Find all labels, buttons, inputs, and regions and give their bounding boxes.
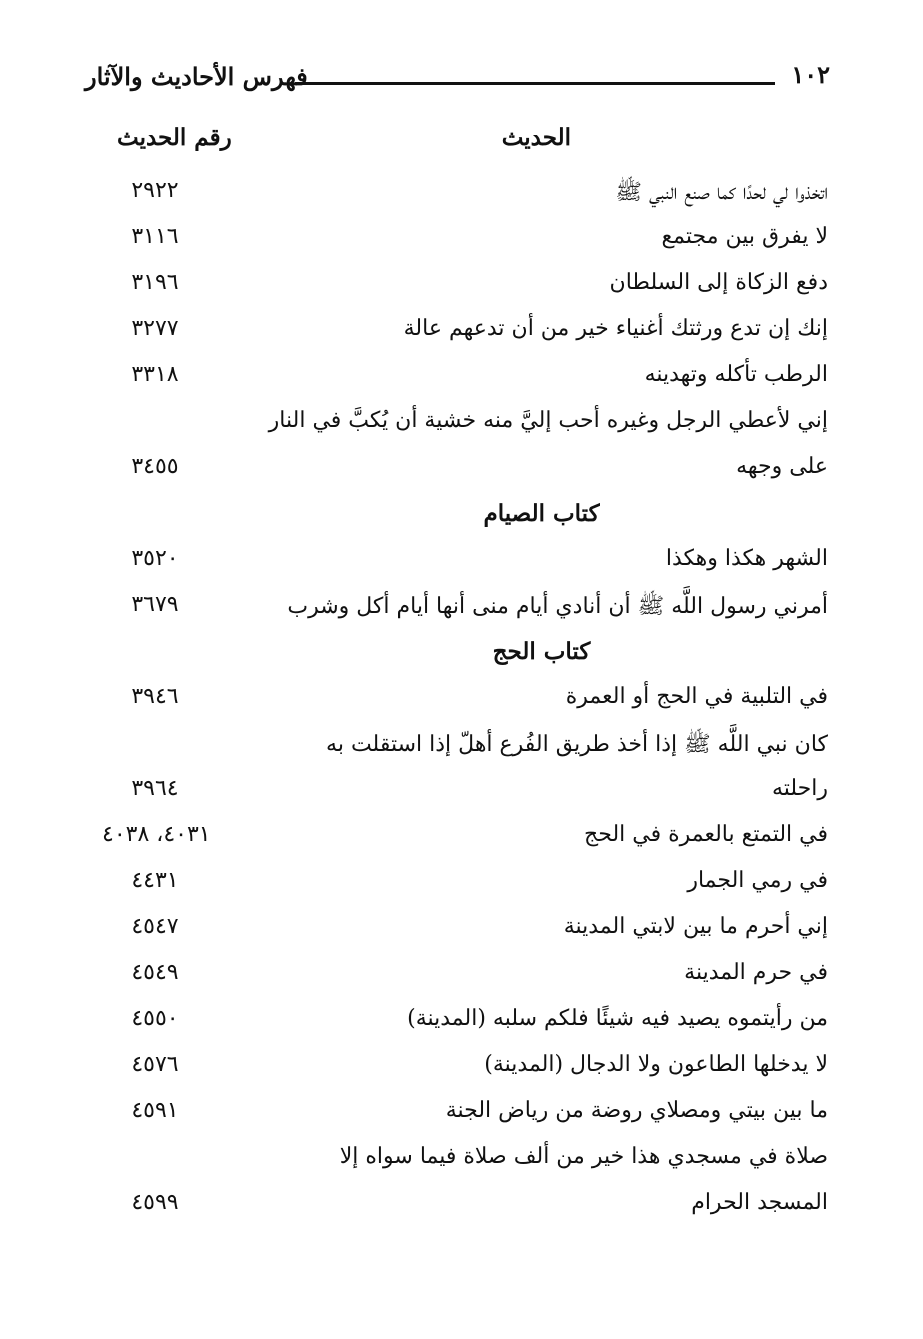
hadith-number: ٢٩٢٢ <box>131 178 179 203</box>
running-title: فهرس الأحاديث والآثار <box>85 62 308 91</box>
index-row <box>0 454 923 500</box>
page-header <box>85 60 830 100</box>
hadith-text: دفع الزكاة إلى السلطان <box>609 270 828 295</box>
index-row <box>0 592 923 638</box>
index-row <box>0 1190 923 1236</box>
column-header-number: رقم الحديث <box>117 124 232 151</box>
hadith-text: المسجد الحرام <box>691 1190 828 1215</box>
hadith-text: إنك إن تدع ورثتك أغنياء خير من أن تدعهم عالة <box>403 316 828 341</box>
hadith-text: كان نبي اللَّه ﷺ إذا أخذ طريق الفُرع أهلّ إذا استقلت به <box>326 732 828 757</box>
hadith-number: ٤٥٥٠ <box>131 1006 179 1031</box>
hadith-text: لا يدخلها الطاعون ولا الدجال (المدينة) <box>484 1052 828 1077</box>
index-row <box>0 408 923 454</box>
hadith-number: ٤٥٩١ <box>131 1098 179 1123</box>
index-row <box>0 224 923 270</box>
hadith-text: صلاة في مسجدي هذا خير من ألف صلاة فيما سواه إلا <box>339 1144 828 1169</box>
hadith-number: ٣٥٢٠ <box>131 546 179 571</box>
hadith-text: أمرني رسول اللَّه ﷺ أن أنادي أيام منى أنها أيام أكل وشرب <box>287 594 828 619</box>
section-heading-fasting: كتاب الصيام <box>483 500 600 527</box>
hadith-text: في رمي الجمار <box>687 868 828 893</box>
index-row <box>0 1144 923 1190</box>
section-heading-hajj: كتاب الحج <box>492 638 591 665</box>
index-row <box>0 1052 923 1098</box>
hadith-number: ٣٩٦٤ <box>131 776 179 801</box>
hadith-number: ٤٥٧٦ <box>131 1052 179 1077</box>
index-row <box>0 316 923 362</box>
index-row <box>0 822 923 868</box>
hadith-text: راحلته <box>771 776 828 801</box>
hadith-text: من رأيتموه يصيد فيه شيئًا فلكم سلبه (المدينة) <box>407 1006 828 1031</box>
header-rule <box>295 82 775 85</box>
hadith-text: لا يفرق بين مجتمع <box>661 224 828 249</box>
column-header-hadith: الحديث <box>501 124 571 151</box>
hadith-number: ٣١٩٦ <box>131 270 179 295</box>
hadith-number: ٣٣١٨ <box>131 362 179 387</box>
hadith-text: إني لأعطي الرجل وغيره أحب إليَّ منه خشية أن يُكبَّ في النار <box>268 408 828 433</box>
index-row <box>0 960 923 1006</box>
index-row <box>0 1098 923 1144</box>
hadith-number: ٤٤٣١ <box>131 868 179 893</box>
index-row <box>0 546 923 592</box>
hadith-number: ٣٩٤٦ <box>131 684 179 709</box>
index-row <box>0 362 923 408</box>
index-row <box>0 776 923 822</box>
hadith-text: إني أحرم ما بين لابتي المدينة <box>563 914 828 939</box>
index-row <box>0 684 923 730</box>
hadith-number: ٣٤٥٥ <box>131 454 179 479</box>
index-row <box>0 730 923 776</box>
page-number: ١٠٢ <box>791 60 830 89</box>
hadith-number: ٣١١٦ <box>131 224 179 249</box>
hadith-number: ٤٥٩٩ <box>131 1190 179 1215</box>
hadith-number: ٣٢٧٧ <box>131 316 179 341</box>
index-row <box>0 270 923 316</box>
index-row <box>0 914 923 960</box>
hadith-number: ٣٦٧٩ <box>131 592 179 617</box>
index-row <box>0 1006 923 1052</box>
index-row <box>0 868 923 914</box>
hadith-text: اتخذوا لي لحدًا كما صنع النبي ﷺ <box>615 180 828 205</box>
hadith-number: ٤٥٤٩ <box>131 960 179 985</box>
hadith-text: في التمتع بالعمرة في الحج <box>584 822 828 847</box>
hadith-text: في حرم المدينة <box>684 960 828 985</box>
hadith-number: ٤٥٤٧ <box>131 914 179 939</box>
hadith-number: ٤٠٣١، ٤٠٣٨ <box>102 822 211 847</box>
hadith-text: على وجهه <box>736 454 828 479</box>
hadith-text: الشهر هكذا وهكذا <box>665 546 828 571</box>
index-row <box>0 178 923 224</box>
hadith-text: ما بين بيتي ومصلاي روضة من رياض الجنة <box>445 1098 828 1123</box>
hadith-text: الرطب تأكله وتهدينه <box>644 362 828 387</box>
hadith-text: في التلبية في الحج أو العمرة <box>565 684 828 709</box>
